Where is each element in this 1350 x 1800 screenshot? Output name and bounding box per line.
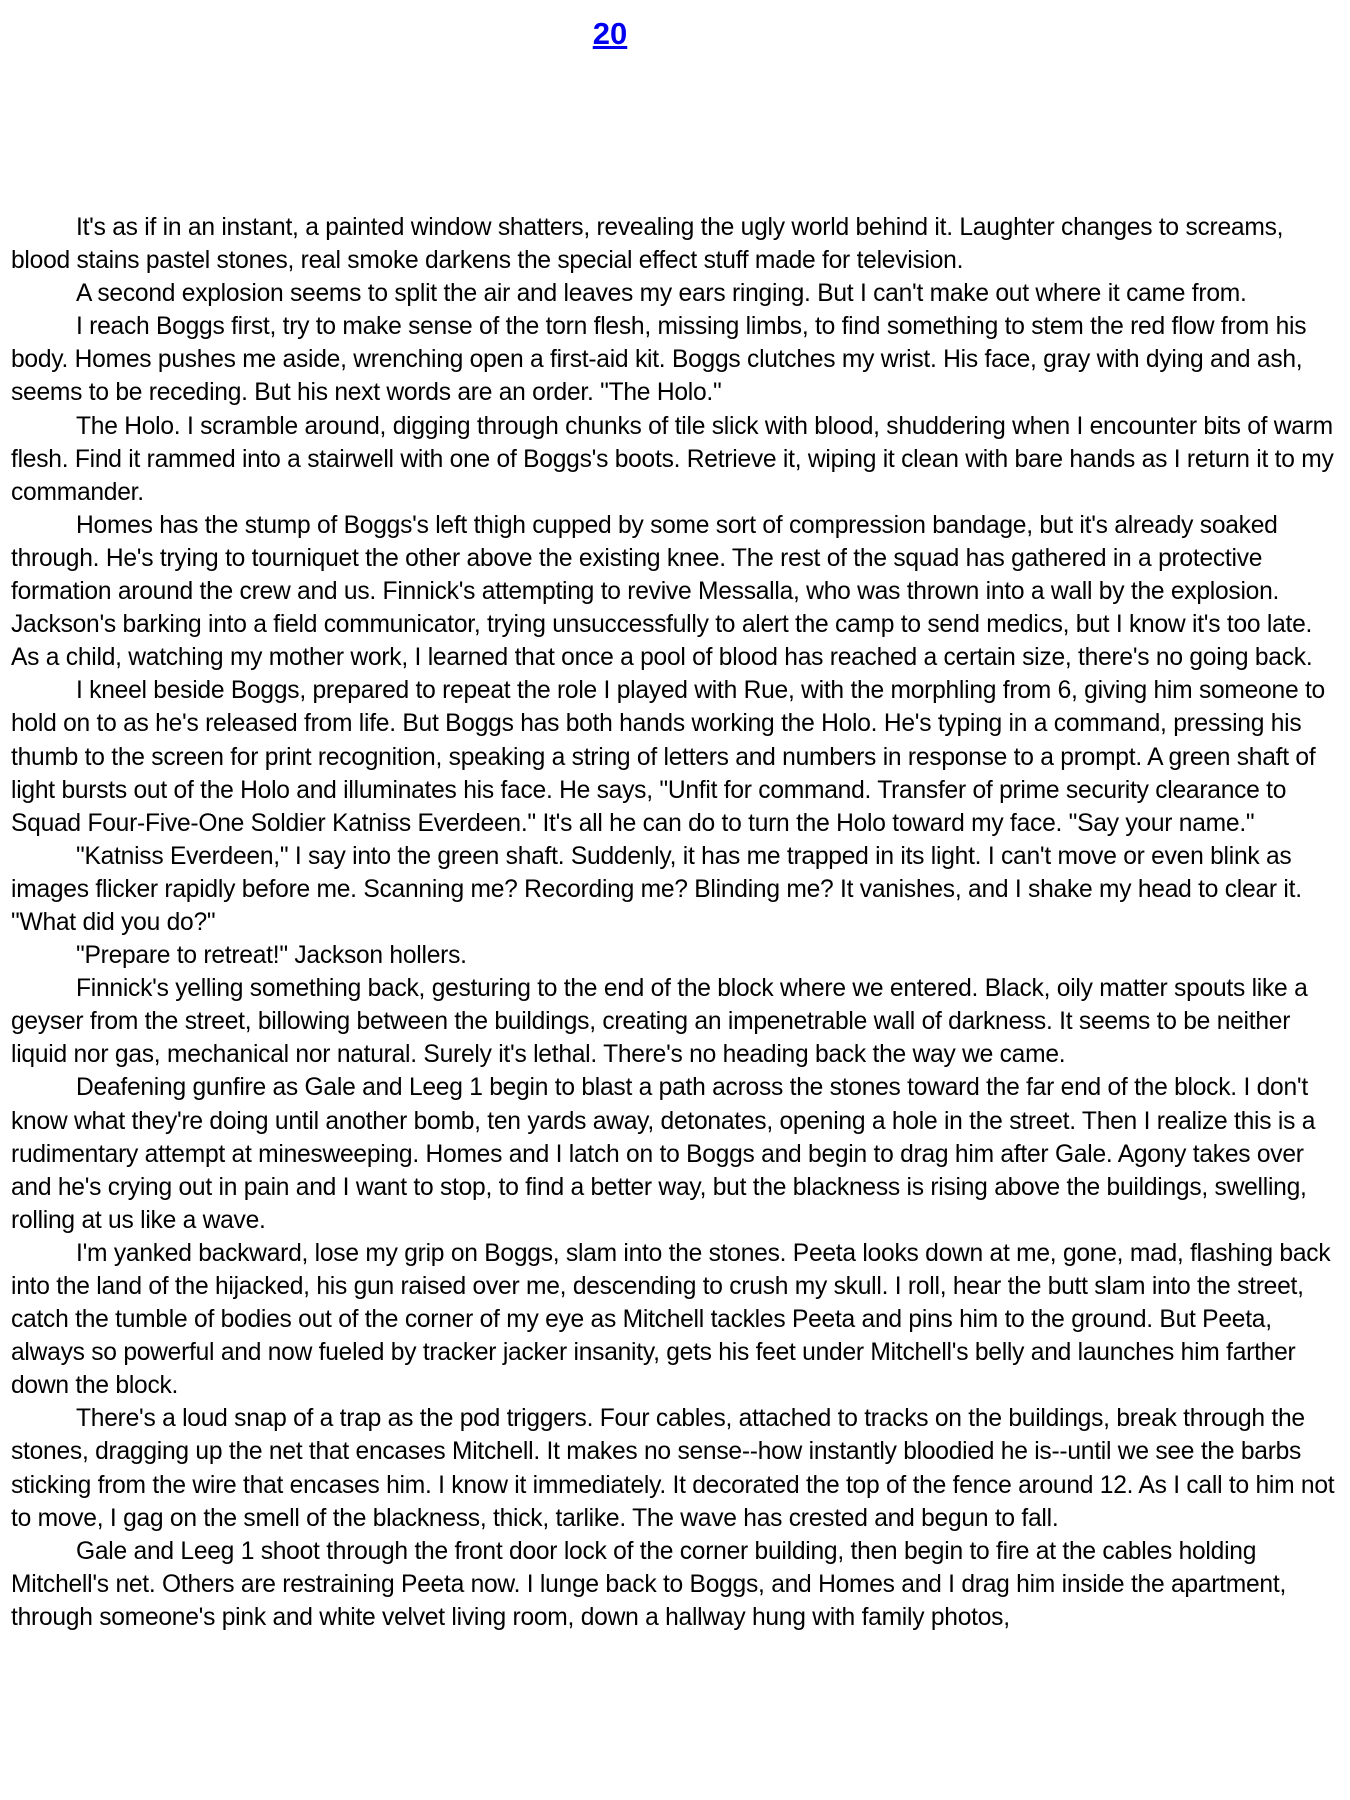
paragraph: Deafening gunfire as Gale and Leeg 1 begin to blast a path across the stones toward the far end of the block. I don't know what they're doing until another bomb, ten yards away, detonates, opening a hole in the street. Then I realize this is a rudimentary attempt at minesweeping. Homes and I latch on to Boggs and begin to drag him after Gale. Agony takes over and he's crying out in pain and I want to stop, to find a better way, but the blackness is rising above the buildings, swelling, rolling at us like a wave.	[11, 1074, 1316, 1234]
chapter-number-link[interactable]: 20	[592, 16, 628, 51]
chapter-heading	[0, 14, 1220, 54]
paragraph: Homes has the stump of Boggs's left thigh cupped by some sort of compression bandage, but it's already soaked through. He's trying to tourniquet the other above the existing knee. The rest of the squad has gathered in a protective formation around the crew and us. Finnick's attempting to revive Messalla, who was thrown into a wall by the explosion. Jackson's barking into a field communicator, trying unsuccessfully to alert the camp to send medics, but I know it's too late. As a child, watching my mother work, I learned that once a pool of blood has reached a certain size, there's no going back.	[11, 511, 1313, 672]
chapter-body	[11, 211, 1341, 1634]
paragraph: A second explosion seems to split the air and leaves my ears ringing. But I can't make out where it came from.	[76, 280, 1247, 308]
paragraph: I'm yanked backward, lose my grip on Boggs, slam into the stones. Peeta looks down at me, gone, mad, flashing back into the land of the hijacked, his gun raised over me, descending to crush my skull. I roll, hear the butt slam into the street, catch the tumble of bodies out of the corner of my eye as Mitchell tackles Peeta and pins him to the ground. But Peeta, always so powerful and now fueled by tracker jacker insanity, gets his feet under Mitchell's belly and launches him farther down the block.	[11, 1239, 1331, 1400]
paragraph: Gale and Leeg 1 shoot through the front door lock of the corner building, then begin to fire at the cables holding Mitchell's net. Others are restraining Peeta now. I lunge back to Boggs, and Homes and I drag him inside the apartment, through someone's pink and white velvet living room, down a hallway hung with family photos,	[11, 1537, 1287, 1631]
paragraph: I reach Boggs first, try to make sense of the torn flesh, missing limbs, to find something to stem the red flow from his body. Homes pushes me aside, wrenching open a first-aid kit. Boggs clutches my wrist. His face, gray with dying and ash, seems to be receding. But his next words are an order. "The Holo."	[11, 313, 1307, 407]
paragraph: The Holo. I scramble around, digging through chunks of tile slick with blood, shuddering when I encounter bits of warm flesh. Find it rammed into a stairwell with one of Boggs's boots. Retrieve it, wiping it clean with bare hands as I return it to my commander.	[11, 412, 1334, 506]
paragraph: I kneel beside Boggs, prepared to repeat the role I played with Rue, with the morphling from 6, giving him someone to hold on to as he's released from life. But Boggs has both hands working the Holo. He's typing in a command, pressing his thumb to the screen for print recognition, speaking a string of letters and numbers in response to a prompt. A green shaft of light bursts out of the Holo and illuminates his face. He says, "Unfit for command. Transfer of prime security clearance to Squad Four-Five-One Soldier Katniss Everdeen." It's all he can do to turn the Holo toward my face. "Say your name."	[11, 677, 1325, 837]
paragraph: "Katniss Everdeen," I say into the green shaft. Suddenly, it has me trapped in its light. I can't move or even blink as images flicker rapidly before me. Scanning me? Recording me? Blinding me? It vanishes, and I shake my head to clear it. "What did you do?"	[11, 842, 1302, 936]
paragraph: It's as if in an instant, a painted window shatters, revealing the ugly world behind it. Laughter changes to screams, blood stains pastel stones, real smoke darkens the special effect stuff made for television.	[11, 214, 1284, 275]
paragraph: Finnick's yelling something back, gesturing to the end of the block where we entered. Black, oily matter spouts like a geyser from the street, billowing between the buildings, creating an impenetrable wall of darkness. It seems to be neither liquid nor gas, mechanical nor natural. Surely it's lethal. There's no heading back the way we came.	[11, 975, 1308, 1069]
paragraph: "Prepare to retreat!" Jackson hollers.	[76, 942, 467, 970]
paragraph: There's a loud snap of a trap as the pod triggers. Four cables, attached to tracks on the buildings, break through the stones, dragging up the net that encases Mitchell. It makes no sense--how instantly bloodied he is--until we see the barbs sticking from the wire that encases him. I know it immediately. It decorated the top of the fence around 12. As I call to him not to move, I gag on the smell of the blackness, thick, tarlike. The wave has crested and begun to fall.	[11, 1405, 1335, 1532]
